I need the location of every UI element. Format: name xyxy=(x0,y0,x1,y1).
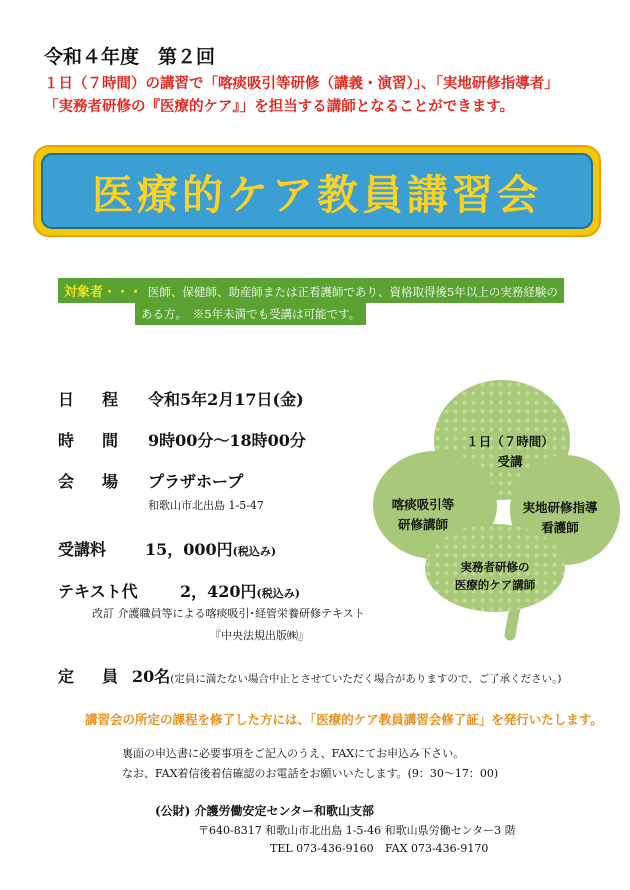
clover-left-line2: 研修講師 xyxy=(397,517,448,532)
certificate-notice: 講習会の所定の課程を修了した方には、「医療的ケア教員講習会修了証」を発行いたします。 xyxy=(85,712,603,727)
application-line-2: なお、FAX着信後着信確認のお電話をお願いいたします。(9：30～17：00) xyxy=(122,767,499,780)
fee-label: 受講料 xyxy=(58,540,107,559)
description-line-1: １日（７時間）の講習で「喀痰吸引等研修（講義・演習）」、「実地研修指導者」 xyxy=(44,76,559,92)
clover-right-line2: 看護師 xyxy=(541,520,579,535)
clover-top-line2: 受講 xyxy=(497,454,523,469)
text-fee-row xyxy=(180,579,300,602)
target-bar-1 xyxy=(58,278,564,303)
title-banner xyxy=(33,145,601,237)
textbook-title: 改訂 介護職員等による喀痰吸引･経管栄養研修テキスト xyxy=(92,607,365,620)
clover-left-line1: 喀痰吸引等 xyxy=(391,497,455,512)
schedule-label: 日 程 xyxy=(58,390,125,409)
schedule-value: 令和5年2月17日(金) xyxy=(148,390,304,409)
page-title: 医療的ケア教員講習会 xyxy=(92,170,542,219)
time-value: 9時00分～18時00分 xyxy=(148,431,306,450)
contact-address: 〒640-8317 和歌山市北出島 1-5-46 和歌山県労働センター3 階 xyxy=(198,824,516,837)
title-banner-inner xyxy=(41,153,593,229)
capacity-row xyxy=(132,664,562,687)
capacity-note: (定員に満たない場合中止とさせていただく場合がありますので、ご了承ください。) xyxy=(170,673,562,685)
venue-address: 和歌山市北出島 1-5-47 xyxy=(148,499,264,512)
clover-bottom-line1: 実務者研修の xyxy=(460,560,530,574)
clover-right-line1: 実地研修指導 xyxy=(522,500,598,515)
clover-bottom-text xyxy=(430,558,560,594)
session-heading: 令和４年度 第２回 xyxy=(44,46,216,68)
text-fee-note: (税込み) xyxy=(256,587,300,600)
clover-bottom-line2: 医療的ケア講師 xyxy=(454,578,536,592)
venue-label: 会 場 xyxy=(58,472,125,491)
contact-fax: FAX 073-436-9170 xyxy=(385,842,489,855)
clover-top-text xyxy=(445,432,575,472)
fee-row xyxy=(145,537,276,560)
contact-tel: TEL 073-436-9160 xyxy=(270,842,374,855)
description-line-2: 「実務者研修の『医療的ケア』」を担当する講師となることができます。 xyxy=(44,99,515,115)
text-fee-label: テキスト代 xyxy=(58,582,138,601)
fee-note: (税込み) xyxy=(232,545,277,558)
contact-org: (公財) 介護労働安定センター和歌山支部 xyxy=(155,804,375,818)
time-label: 時 間 xyxy=(58,431,125,450)
clover-top-line1: １日（７時間） xyxy=(466,434,554,449)
target-label: 対象者・・・ xyxy=(64,285,143,300)
application-line-1: 裏面の申込書に必要事項をご記入のうえ、FAXにてお申込み下さい。 xyxy=(122,747,465,760)
target-text-2: ある方。 ※5年未満でも受講は可能です。 xyxy=(141,307,361,321)
fee-value: 15，000円 xyxy=(145,540,233,559)
target-text-1: 医師、保健師、助産師または正看護師であり、資格取得後5年以上の実務経験の xyxy=(148,285,558,299)
text-fee-value: 2，420円 xyxy=(180,582,257,601)
clover-right-text xyxy=(505,498,615,538)
textbook-publisher: 『中央法規出版㈱』 xyxy=(210,629,309,642)
capacity-label: 定 員 xyxy=(58,667,125,686)
venue-value: プラザホープ xyxy=(148,472,244,491)
capacity-value: 20名 xyxy=(132,667,171,686)
clover-left-text xyxy=(368,495,478,535)
target-bar-2 xyxy=(135,303,366,325)
